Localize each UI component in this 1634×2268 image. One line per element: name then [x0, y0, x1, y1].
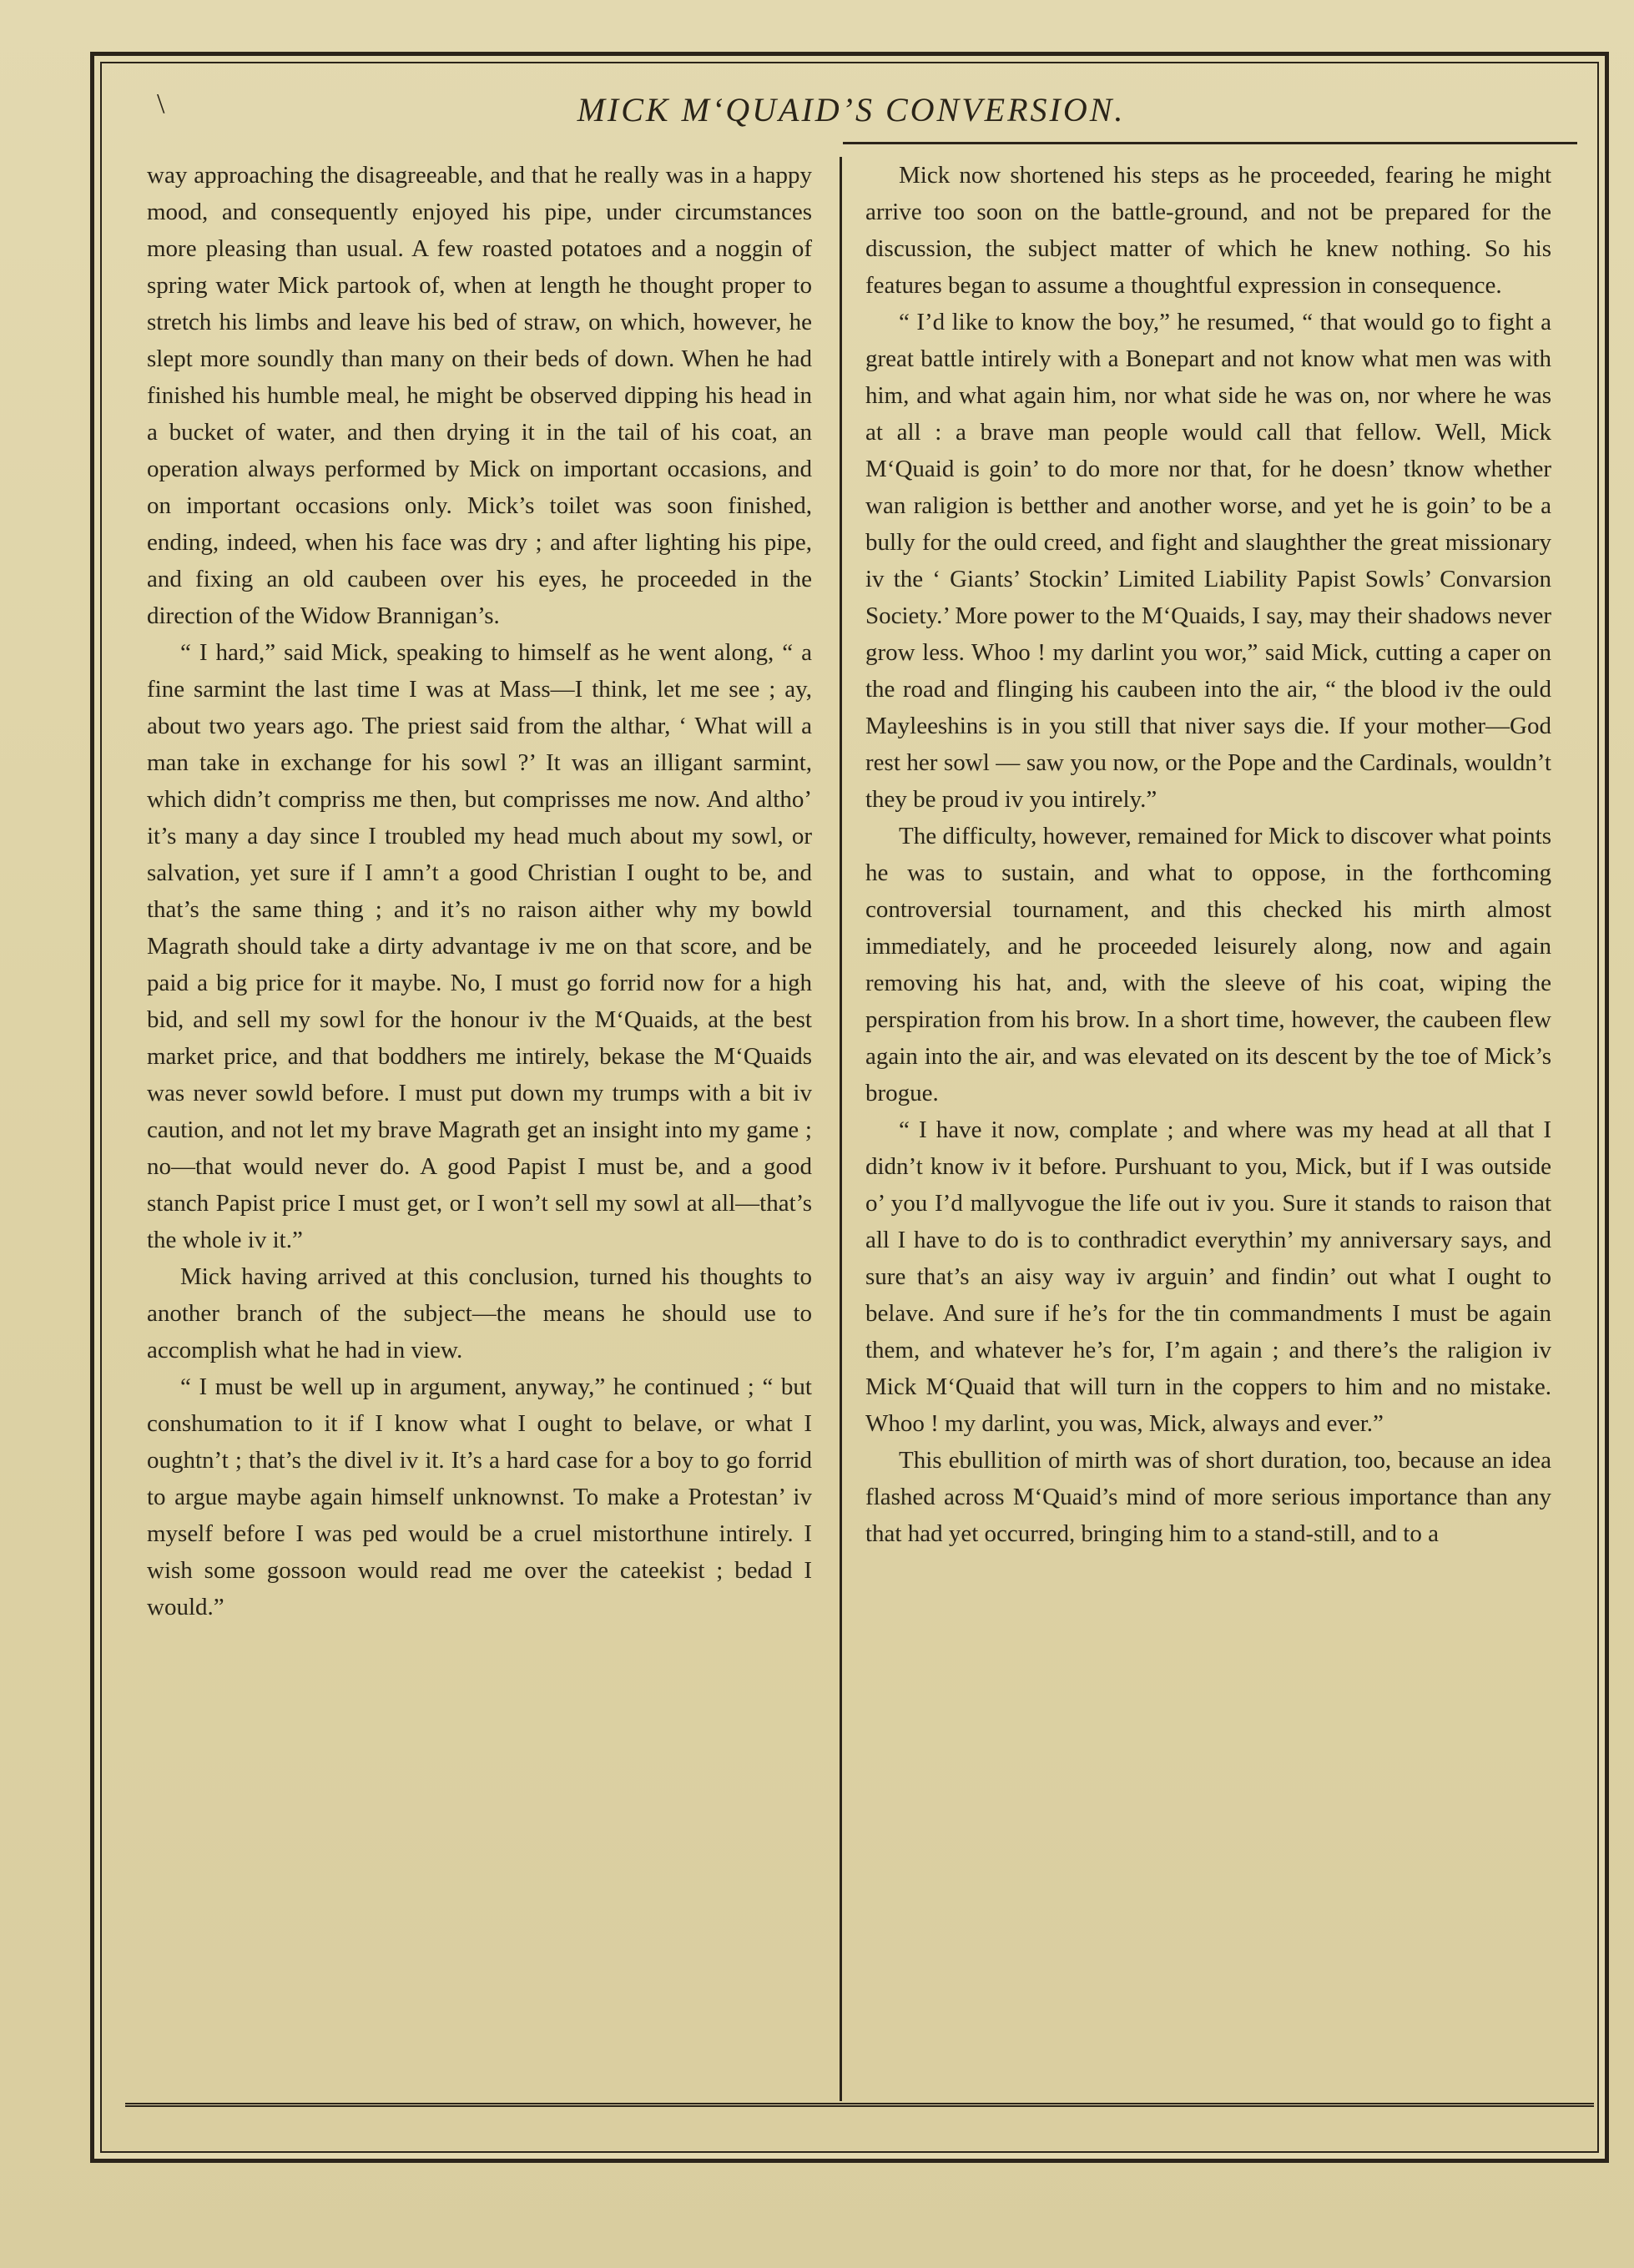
left-column [147, 157, 812, 1625]
bottom-rule [125, 2103, 1594, 2107]
paragraph: Mick having arrived at this conclusion, turned his thoughts to another branch of the subject—the means he should use to accomplish what he had in view. [147, 1263, 812, 1363]
paragraph: This ebullition of mirth was of short duration, too, because an idea flashed across M‘Quaid’s mind of more serious importance than any that had yet occurred, bringing him to a stand-still, and to a [865, 1447, 1551, 1547]
paragraph: “ I have it now, complate ; and where was my head at all that I didn’t know iv it before. Purshuant to you, Mick, but if I was outside o’ you I’d mallyvogue the life out iv you. Sure it stands to raison that all I have to do is to conthradict everythin’ my anniversary says, and sure that’s an aisy way iv arguin’ and findin’ out what I ought to belave. And sure if he’s for the tin commandments I must be again them, and whatever he’s for, I’m again ; and there’s the raligion iv Mick M‘Quaid that will turn in the coppers to him and no mistake. Whoo ! my darlint, you was, Mick, always and ever.” [865, 1116, 1551, 1437]
paragraph: way approaching the disagreeable, and that he really was in a happy mood, and consequently enjoyed his pipe, under circumstances more pleasing than usual. A few roasted potatoes and a noggin of spring water Mick partook of, when at length he thought proper to stretch his limbs and leave his bed of straw, on which, however, he slept more soundly than many on their beds of down. When he had finished his humble meal, he might be observed dipping his head in a bucket of water, and then drying it in the tail of his coat, an operation always performed by Mick on important occasions, and on important occasions only. Mick’s toilet was soon finished, ending, indeed, when his face was dry ; and after lighting his pipe, and fixing an old caubeen over his eyes, he proceeded in the direction of the Widow Brannigan’s. [147, 162, 812, 629]
paragraph: The difficulty, however, remained for Mick to discover what points he was to sustain, and what to oppose, in the forthcoming controversial tournament, and this checked his mirth almost immediately, and he proceeded leisurely along, now and again removing his hat, and, with the sleeve of his coat, wiping the perspiration from his brow. In a short time, however, the caubeen flew again into the air, and was elevated on its descent by the toe of Mick’s brogue. [865, 823, 1551, 1106]
paragraph: Mick now shortened his steps as he proceeded, fearing he might arrive too soon on the battle-ground, and not be prepared for the discussion, the subject matter of which he knew nothing. So his features began to assume a thoughtful expression in consequence. [865, 162, 1551, 299]
page-mark: \ [157, 88, 165, 119]
right-column [865, 157, 1551, 1552]
paragraph: “ I hard,” said Mick, speaking to himself as he went along, “ a fine sarmint the last time I was at Mass—I think, let me see ; ay, about two years ago. The priest said from the althar, ‘ What will a man take in exchange for his sowl ?’ It was an illigant sarmint, which didn’t compriss me then, but comprisses me now. And altho’ it’s many a day since I troubled my head much about my sowl, or salvation, yet sure if I amn’t a good Christian I ought to be, and that’s the same thing ; and it’s no raison aither why my bowld Magrath should take a dirty advantage iv me on that score, and be paid a big price for it maybe. No, I must go forrid now for a high bid, and sell my sowl for the honour iv the M‘Quaids, at the best market price, and that boddhers me intirely, bekase the M‘Quaids was never sowld before. I must put down my trumps with a bit iv caution, and not let my brave Magrath get an insight into my game ; no—that would never do. A good Papist I must be, and a good stanch Papist price I must get, or I won’t sell my sowl at all—that’s the whole iv it.” [147, 639, 812, 1253]
paragraph: “ I’d like to know the boy,” he resumed, “ that would go to fight a great battle intirely with a Bonepart and not know what men was with him, and what again him, nor what side he was on, nor where he was at all : a brave man people would call that fellow. Well, Mick M‘Quaid is goin’ to do more nor that, for he doesn’ tknow whether wan raligion is betther and another worse, and yet he is goin’ to be a bully for the ould creed, and fight and slaughther the great missionary iv the ‘ Giants’ Stockin’ Limited Liability Papist Sowls’ Convarsion Society.’ More power to the M‘Quaids, I say, may their shadows never grow less. Whoo ! my darlint you wor,” said Mick, cutting a caper on the road and flinging his caubeen into the air, “ the blood iv the ould Mayleeshins is in you still that niver says die. If your mother—God rest her sowl — saw you now, or the Pope and the Cardinals, wouldn’t they be proud iv you intirely.” [865, 309, 1551, 813]
page-title: MICK M‘QUAID’S CONVERSION. [577, 91, 1126, 129]
column-divider [840, 157, 842, 2101]
page-header [125, 83, 1577, 147]
paragraph: “ I must be well up in argument, anyway,” he continued ; “ but conshumation to it if I know what I ought to belave, or what I oughtn’t ; that’s the divel iv it. It’s a hard case for a boy to go forrid to argue maybe again himself unknownst. To make a Protestan’ iv myself before I was ped would be a cruel mistorthune intirely. I wish some gossoon would read me over the cateekist ; bedad I would.” [147, 1373, 812, 1620]
header-rule [843, 142, 1577, 144]
